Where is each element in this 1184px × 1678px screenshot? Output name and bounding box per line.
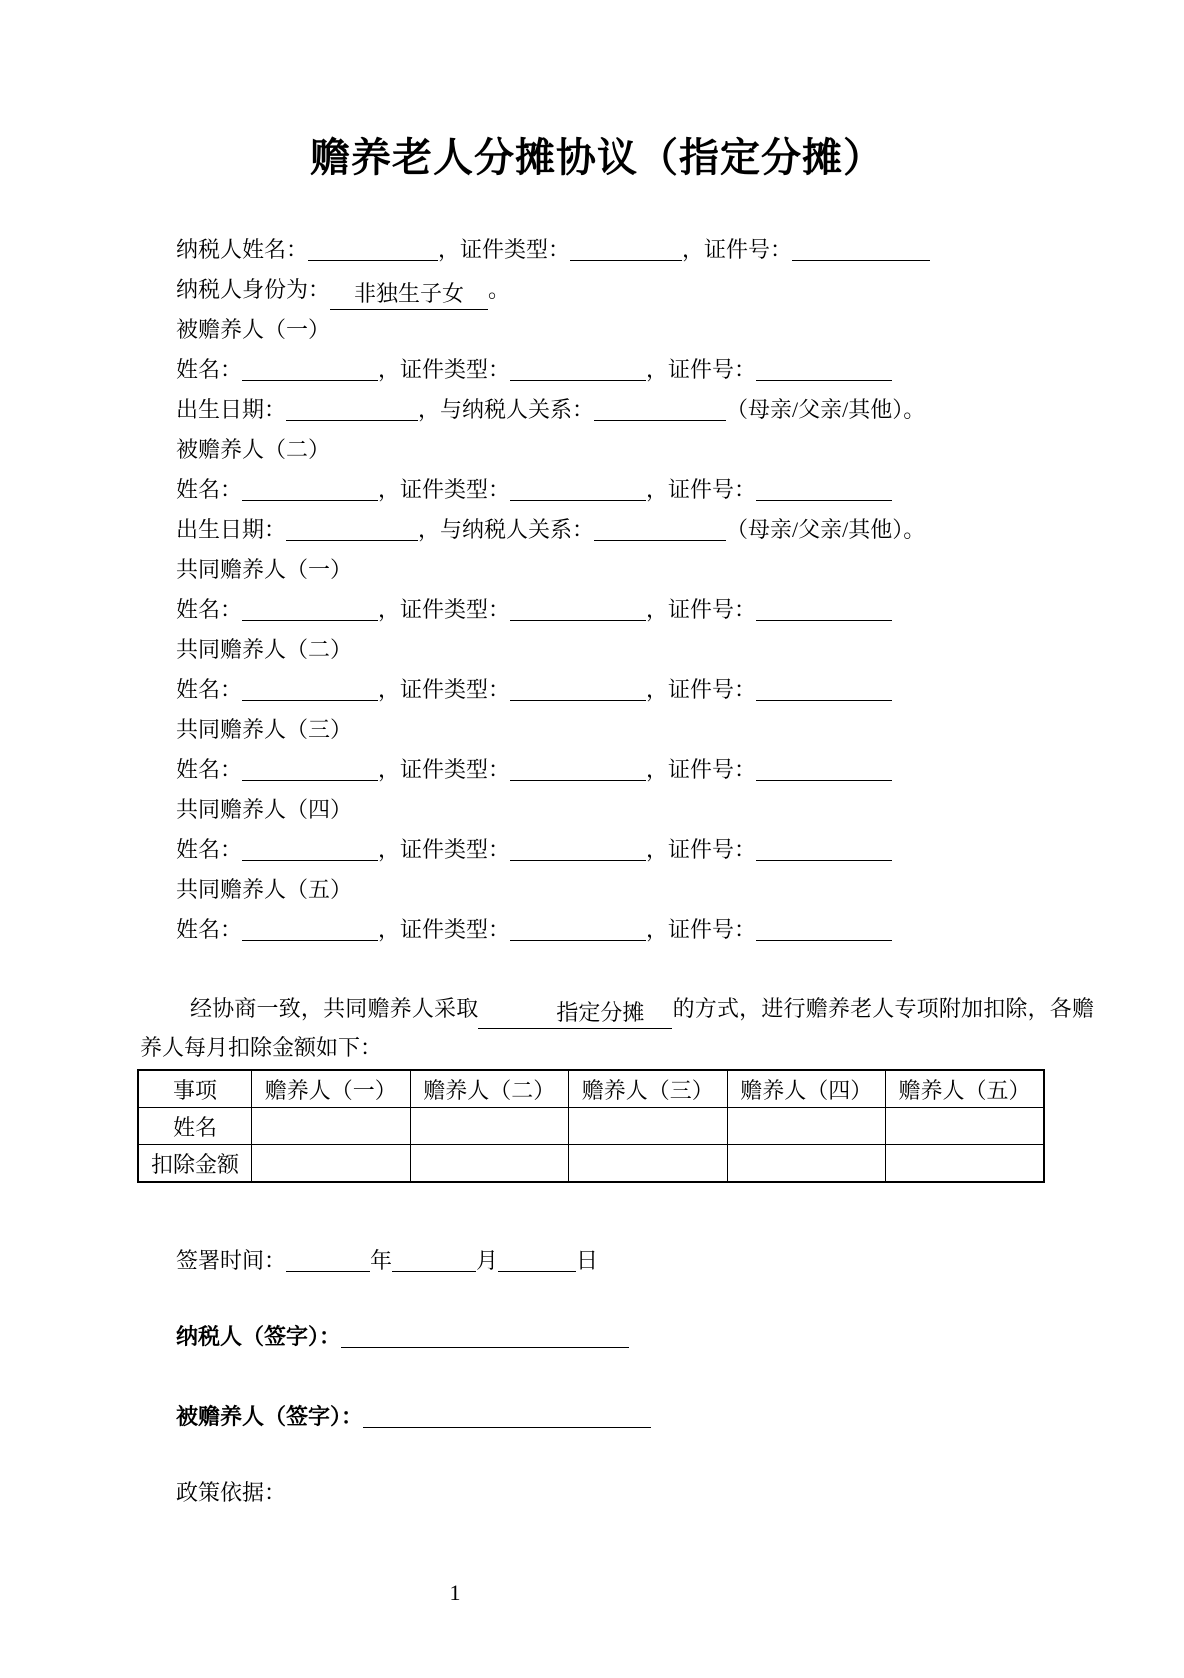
row-label-name: 姓名 — [138, 1108, 252, 1145]
deduction-cell-2 — [410, 1145, 569, 1183]
taxpayer-signature-label: 纳税人（签字）： — [176, 1324, 342, 1349]
table-row-deduction — [138, 1145, 1044, 1183]
table-row-name — [138, 1108, 1044, 1145]
id-type-blank — [510, 676, 646, 701]
page-number: 1 — [449, 1580, 461, 1605]
taxpayer-identity-line — [176, 270, 1054, 310]
id-type-label: ，证件类型： — [378, 597, 511, 622]
name-cell-3 — [569, 1108, 728, 1145]
section-heading-supporter-4: 共同赡养人（四） — [176, 797, 353, 822]
monthly-deduction-table — [137, 1069, 1045, 1183]
id-no-blank — [756, 756, 892, 781]
name-blank — [242, 476, 378, 501]
id-no-blank — [756, 836, 892, 861]
supporter-5-name-line — [176, 910, 1054, 950]
table-header-row — [138, 1070, 1044, 1108]
table-header-supporter-5: 赡养人（五） — [886, 1070, 1045, 1108]
year-blank — [286, 1247, 370, 1272]
agreement-paragraph — [140, 990, 1094, 1067]
identity-value: 非独生子女 — [330, 279, 488, 310]
name-blank — [242, 916, 378, 941]
deduction-cell-3 — [569, 1145, 728, 1183]
id-no-label: ，证件号： — [646, 677, 757, 702]
birth-blank — [286, 516, 418, 541]
id-type-blank — [510, 596, 646, 621]
birth-blank — [286, 396, 418, 421]
signing-date-line — [176, 1241, 1054, 1281]
name-blank — [242, 356, 378, 381]
name-label: 姓名： — [176, 357, 243, 382]
id-no-blank — [756, 596, 892, 621]
name-label: 姓名： — [176, 677, 243, 702]
name-cell-5 — [886, 1108, 1045, 1145]
section-heading-supporter-2: 共同赡养人（二） — [176, 637, 353, 662]
taxpayer-name-blank — [308, 236, 438, 261]
table-header-supporter-1: 赡养人（一） — [252, 1070, 411, 1108]
id-no-blank — [756, 916, 892, 941]
name-blank — [242, 836, 378, 861]
agreement-text-after: 的方式，进行赡养老人专项附加扣除，各赡养人每月扣除金额如下： — [140, 996, 1094, 1060]
taxpayer-info-line — [176, 230, 1054, 270]
table-header-item: 事项 — [138, 1070, 252, 1108]
id-no-label: ，证件号： — [646, 597, 757, 622]
month-label: 月 — [476, 1248, 499, 1273]
name-label: 姓名： — [176, 597, 243, 622]
name-blank — [242, 676, 378, 701]
table-header-supporter-2: 赡养人（二） — [410, 1070, 569, 1108]
taxpayer-signature-line — [176, 1317, 1054, 1357]
row-label-deduction: 扣除金额 — [138, 1145, 252, 1183]
dependent-signature-line — [176, 1397, 1054, 1437]
supporter-4-name-line — [176, 830, 1054, 870]
deduction-cell-5 — [886, 1145, 1045, 1183]
taxpayer-id-type-blank — [570, 236, 682, 261]
name-label: 姓名： — [176, 477, 243, 502]
deduction-cell-4 — [727, 1145, 886, 1183]
id-no-label: ，证件号： — [646, 917, 757, 942]
id-no-blank — [756, 356, 892, 381]
section-heading-supporter-3: 共同赡养人（三） — [176, 717, 353, 742]
agreement-text-before: 经协商一致，共同赡养人采取 — [190, 996, 479, 1021]
supporter-1-name-line — [176, 590, 1054, 630]
name-blank — [242, 596, 378, 621]
relation-blank — [594, 516, 726, 541]
name-label: 姓名： — [176, 757, 243, 782]
table-header-supporter-3: 赡养人（三） — [569, 1070, 728, 1108]
taxpayer-signature-blank — [341, 1323, 629, 1348]
signing-date-label: 签署时间： — [176, 1248, 287, 1273]
id-type-label: ，证件类型： — [378, 837, 511, 862]
supporter-2-name-line — [176, 670, 1054, 710]
birth-label: 出生日期： — [176, 517, 287, 542]
dependent-2-birth-line — [176, 510, 1054, 550]
deduction-cell-1 — [252, 1145, 411, 1183]
day-blank — [498, 1247, 576, 1272]
dependent-signature-blank — [363, 1403, 651, 1428]
relation-label: ，与纳税人关系： — [418, 517, 595, 542]
id-type-blank — [510, 356, 646, 381]
dependent-1-name-line — [176, 350, 1054, 390]
id-type-blank — [510, 476, 646, 501]
section-heading-supporter-1: 共同赡养人（一） — [176, 557, 353, 582]
taxpayer-name-label: 纳税人姓名： — [176, 237, 309, 262]
taxpayer-id-no-blank — [792, 236, 930, 261]
name-label: 姓名： — [176, 837, 243, 862]
name-label: 姓名： — [176, 917, 243, 942]
policy-basis-line — [176, 1473, 1054, 1513]
year-label: 年 — [370, 1248, 393, 1273]
relation-options: （母亲/父亲/其他）。 — [726, 397, 926, 422]
id-no-label: ，证件号： — [646, 477, 757, 502]
identity-label: 纳税人身份为： — [176, 277, 331, 302]
taxpayer-id-type-label: ，证件类型： — [438, 237, 571, 262]
month-blank — [392, 1247, 476, 1272]
relation-label: ，与纳税人关系： — [418, 397, 595, 422]
policy-basis-label: 政策依据： — [176, 1480, 287, 1505]
id-no-blank — [756, 676, 892, 701]
section-heading-supporter-5: 共同赡养人（五） — [176, 877, 353, 902]
supporter-3-name-line — [176, 750, 1054, 790]
id-type-label: ，证件类型： — [378, 357, 511, 382]
id-no-label: ，证件号： — [646, 757, 757, 782]
dependent-1-birth-line — [176, 390, 1054, 430]
name-cell-1 — [252, 1108, 411, 1145]
taxpayer-id-no-label: ，证件号： — [682, 237, 793, 262]
id-no-label: ，证件号： — [646, 837, 757, 862]
form-block — [140, 230, 1054, 950]
identity-suffix: 。 — [488, 277, 511, 302]
id-no-label: ，证件号： — [646, 357, 757, 382]
id-type-blank — [510, 836, 646, 861]
name-cell-2 — [410, 1108, 569, 1145]
dependent-2-name-line — [176, 470, 1054, 510]
document-title: 赡养老人分摊协议（指定分摊） — [310, 135, 884, 180]
name-blank — [242, 756, 378, 781]
day-label: 日 — [576, 1248, 599, 1273]
id-no-blank — [756, 476, 892, 501]
dependent-signature-label: 被赡养人（签字）： — [176, 1404, 364, 1429]
id-type-label: ，证件类型： — [378, 677, 511, 702]
id-type-blank — [510, 756, 646, 781]
id-type-label: ，证件类型： — [378, 757, 511, 782]
id-type-label: ，证件类型： — [378, 917, 511, 942]
name-cell-4 — [727, 1108, 886, 1145]
agreement-method-value: 指定分摊 — [478, 998, 672, 1029]
id-type-label: ，证件类型： — [378, 477, 511, 502]
relation-blank — [594, 396, 726, 421]
birth-label: 出生日期： — [176, 397, 287, 422]
section-heading-dependent-2: 被赡养人（二） — [176, 437, 331, 462]
section-heading-dependent-1: 被赡养人（一） — [176, 317, 331, 342]
relation-options: （母亲/父亲/其他）。 — [726, 517, 926, 542]
id-type-blank — [510, 916, 646, 941]
table-header-supporter-4: 赡养人（四） — [727, 1070, 886, 1108]
